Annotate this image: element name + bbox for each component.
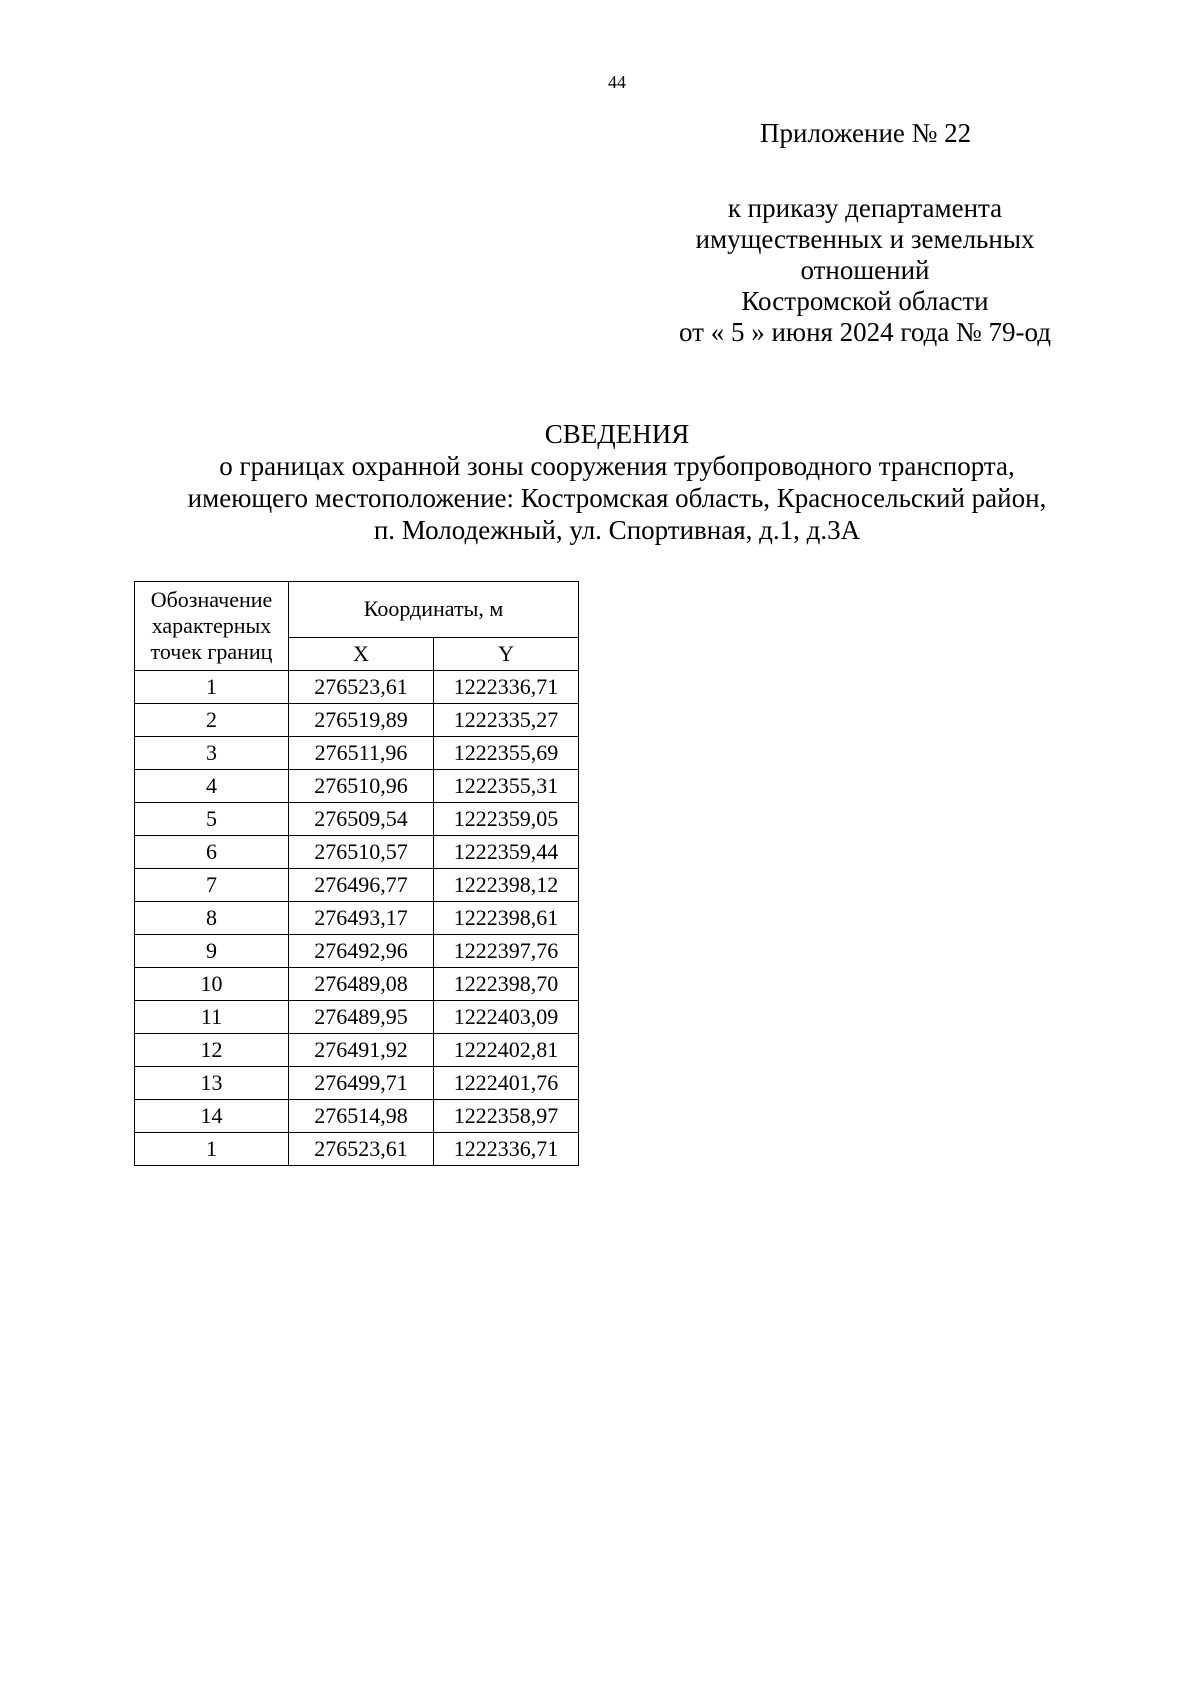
cell-x: 276510,57 (289, 836, 434, 869)
cell-y: 1222335,27 (434, 704, 579, 737)
order-line: к приказу департамента (727, 193, 1003, 223)
cell-point: 1 (135, 1133, 289, 1166)
table-body (135, 671, 579, 1166)
table-row (135, 869, 579, 902)
cell-y: 1222397,76 (434, 935, 579, 968)
cell-x: 276523,61 (289, 671, 434, 704)
cell-x: 276509,54 (289, 803, 434, 836)
header-x: X (289, 637, 434, 670)
cell-point: 1 (135, 671, 289, 704)
order-line: от « 5 » июня 2024 года № 79-од (679, 317, 1051, 347)
order-line: имущественных и земельных (695, 224, 1035, 254)
header-coordinates: Координаты, м (289, 582, 579, 638)
table-row (135, 968, 579, 1001)
heading-line: п. Молодежный, ул. Спортивная, д.1, д.3А (373, 515, 861, 545)
cell-point: 8 (135, 902, 289, 935)
table-row (135, 836, 579, 869)
heading-title: СВЕДЕНИЯ (544, 419, 690, 449)
cell-point: 10 (135, 968, 289, 1001)
cell-point: 13 (135, 1067, 289, 1100)
cell-point: 9 (135, 935, 289, 968)
cell-y: 1222336,71 (434, 1133, 579, 1166)
table-row (135, 935, 579, 968)
cell-x: 276523,61 (289, 1133, 434, 1166)
cell-x: 276493,17 (289, 902, 434, 935)
cell-point: 12 (135, 1034, 289, 1067)
cell-point: 11 (135, 1001, 289, 1034)
document-heading (0, 418, 1200, 546)
cell-x: 276496,77 (289, 869, 434, 902)
cell-y: 1222398,70 (434, 968, 579, 1001)
cell-x: 276489,95 (289, 1001, 434, 1034)
cell-y: 1222398,12 (434, 869, 579, 902)
cell-y: 1222359,05 (434, 803, 579, 836)
table-row (135, 1034, 579, 1067)
order-line: отношений (800, 255, 930, 285)
cell-point: 14 (135, 1100, 289, 1133)
cell-point: 7 (135, 869, 289, 902)
cell-y: 1222358,97 (434, 1100, 579, 1133)
cell-y: 1222355,69 (434, 737, 579, 770)
header-point-line: характерных (151, 613, 272, 638)
cell-y: 1222403,09 (434, 1001, 579, 1034)
table-row (135, 1067, 579, 1100)
table-row (135, 1001, 579, 1034)
table-row (135, 1100, 579, 1133)
page-number: 44 (608, 72, 626, 92)
cell-x: 276489,08 (289, 968, 434, 1001)
cell-y: 1222398,61 (434, 902, 579, 935)
cell-point: 4 (135, 770, 289, 803)
header-point-line: точек границ (150, 639, 273, 664)
table-row (135, 671, 579, 704)
cell-x: 276492,96 (289, 935, 434, 968)
header-point-line: Обозначение (150, 587, 273, 612)
cell-y: 1222401,76 (434, 1067, 579, 1100)
heading-line: имеющего местоположение: Костромская область, Красносельский район, (187, 483, 1047, 513)
heading-line: о границах охранной зоны сооружения трубопроводного транспорта, (219, 451, 1015, 481)
cell-y: 1222336,71 (434, 671, 579, 704)
cell-x: 276511,96 (289, 737, 434, 770)
table-row (135, 803, 579, 836)
cell-point: 6 (135, 836, 289, 869)
cell-x: 276499,71 (289, 1067, 434, 1100)
cell-x: 276510,96 (289, 770, 434, 803)
header-point-designation (135, 582, 289, 671)
cell-x: 276491,92 (289, 1034, 434, 1067)
cell-x: 276519,89 (289, 704, 434, 737)
cell-point: 3 (135, 737, 289, 770)
order-reference (610, 193, 1120, 348)
appendix-title: Приложение № 22 (760, 118, 972, 148)
cell-point: 5 (135, 803, 289, 836)
order-line: Костромской области (741, 286, 989, 316)
table-row (135, 770, 579, 803)
table-row (135, 704, 579, 737)
header-y: Y (434, 637, 579, 670)
table-row (135, 1133, 579, 1166)
cell-y: 1222355,31 (434, 770, 579, 803)
table-row (135, 902, 579, 935)
table-row (135, 737, 579, 770)
cell-x: 276514,98 (289, 1100, 434, 1133)
coordinates-table (134, 581, 579, 1166)
cell-point: 2 (135, 704, 289, 737)
cell-y: 1222402,81 (434, 1034, 579, 1067)
cell-y: 1222359,44 (434, 836, 579, 869)
